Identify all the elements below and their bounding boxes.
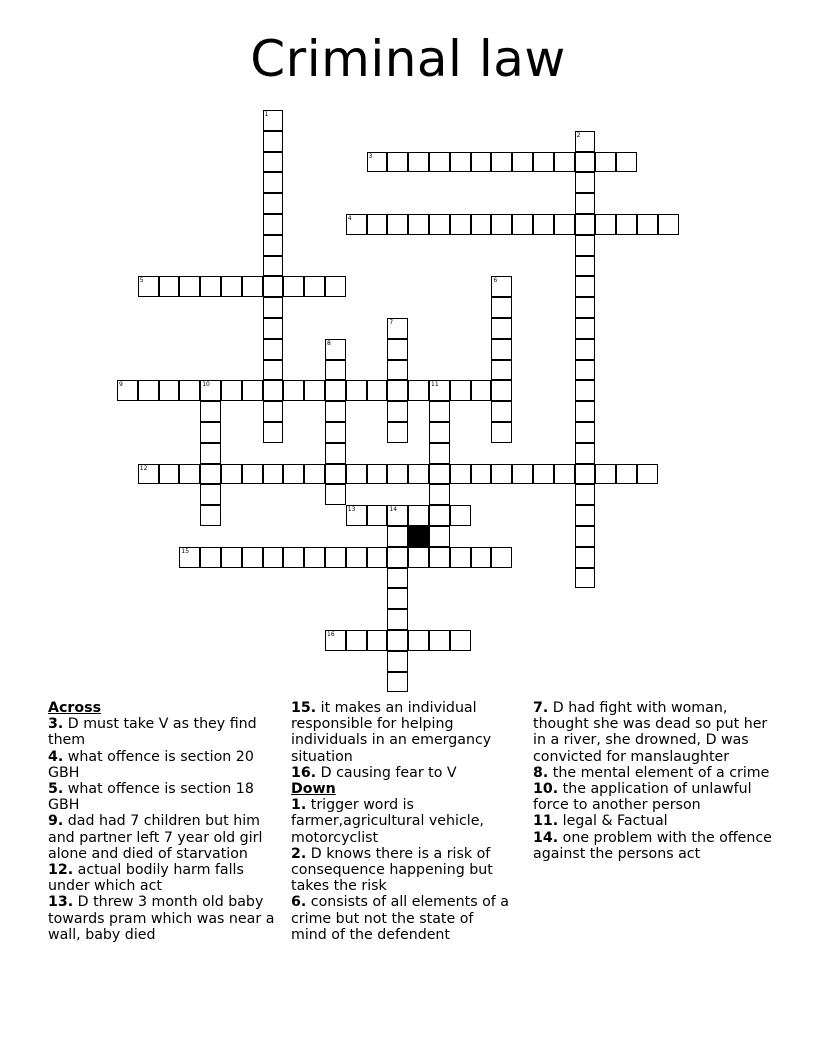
cell-number: 4 — [347, 215, 352, 222]
cell-number: 5 — [139, 277, 144, 285]
grid-cell[interactable] — [221, 464, 242, 485]
cell-number: 1 — [264, 111, 269, 118]
grid-cell[interactable] — [533, 214, 554, 235]
grid-cell[interactable] — [408, 380, 429, 401]
grid-cell[interactable] — [367, 547, 388, 568]
cell-number: 13 — [347, 506, 356, 514]
grid-cell[interactable] — [491, 214, 512, 235]
puzzle-title: Criminal law — [250, 30, 566, 88]
clue-number: 12. — [48, 862, 74, 879]
clue-text: consists of all elements of a crime but not the state of mind of the defendent — [291, 894, 509, 943]
across-clue-13 — [48, 894, 280, 943]
grid-cell[interactable] — [283, 464, 304, 485]
grid-cell[interactable] — [387, 672, 408, 693]
grid-cell[interactable] — [575, 568, 596, 589]
grid-cell[interactable] — [387, 526, 408, 547]
grid-cell[interactable] — [575, 318, 596, 339]
grid-cell[interactable] — [616, 152, 637, 173]
grid-cell[interactable] — [346, 214, 367, 235]
grid-cell[interactable] — [367, 380, 388, 401]
grid-cell[interactable] — [304, 547, 325, 568]
grid-cell[interactable] — [325, 401, 346, 422]
grid-cell[interactable] — [575, 256, 596, 277]
cell-number: 8 — [327, 339, 331, 347]
grid-cell[interactable] — [325, 360, 346, 381]
grid-cell[interactable] — [283, 380, 304, 401]
grid-cell[interactable] — [138, 380, 159, 401]
clue-number: 13. — [48, 894, 74, 911]
grid-cell[interactable] — [200, 422, 221, 443]
grid-cell[interactable] — [637, 214, 658, 235]
grid-cell[interactable] — [242, 547, 263, 568]
grid-cell[interactable] — [387, 214, 408, 235]
grid-cell[interactable] — [554, 464, 575, 485]
grid-cell[interactable] — [346, 380, 367, 401]
clue-text: trigger word is farmer,agricultural vehicle, motorcyclist — [291, 797, 484, 846]
grid-cell[interactable] — [263, 380, 284, 401]
cell-number: 7 — [389, 319, 394, 326]
grid-cell[interactable] — [471, 380, 492, 401]
clue-number: 16. — [291, 764, 317, 781]
grid-cell[interactable] — [263, 214, 284, 235]
cell-number: 3 — [368, 152, 373, 160]
grid-cell[interactable] — [533, 152, 554, 173]
grid-cell[interactable] — [387, 651, 408, 672]
clue-text: D knows there is a risk of consequence happening but takes the risk — [291, 845, 493, 895]
clue-number: 15. — [291, 700, 317, 716]
grid-cell[interactable] — [471, 464, 492, 485]
grid-cell[interactable] — [263, 193, 284, 214]
grid-cell[interactable] — [200, 464, 221, 485]
clues-column-2 — [291, 700, 511, 943]
down-clue-14 — [533, 830, 773, 862]
across-clue-3 — [48, 716, 280, 748]
grid-cell[interactable] — [575, 276, 596, 297]
grid-cell[interactable] — [575, 193, 596, 214]
grid-cell[interactable] — [263, 297, 284, 318]
grid-cell[interactable] — [200, 547, 221, 568]
grid-cell[interactable] — [221, 547, 242, 568]
across-heading: Across — [48, 700, 102, 716]
clue-number: 8. — [533, 764, 549, 781]
grid-cell[interactable] — [387, 422, 408, 443]
grid-cell[interactable] — [304, 464, 325, 485]
grid-cell[interactable] — [450, 505, 471, 526]
clue-text: D threw 3 month old baby towards pram which was near a wall, baby died — [48, 894, 275, 943]
grid-cell[interactable] — [325, 464, 346, 485]
cell-number: 9 — [119, 381, 123, 389]
clue-number: 11. — [533, 813, 559, 830]
cell-number: 12 — [139, 464, 148, 472]
grid-cell[interactable] — [325, 276, 346, 297]
grid-cell[interactable] — [325, 630, 346, 651]
cell-number: 6 — [493, 277, 498, 285]
grid-cell[interactable] — [429, 380, 450, 401]
grid-cell[interactable] — [429, 214, 450, 235]
grid-cell[interactable] — [387, 401, 408, 422]
grid-cell[interactable] — [346, 547, 367, 568]
grid-cell[interactable] — [221, 380, 242, 401]
grid-cell[interactable] — [616, 214, 637, 235]
grid-cell[interactable] — [200, 505, 221, 526]
grid-cell[interactable] — [637, 464, 658, 485]
grid-cell[interactable] — [491, 152, 512, 173]
grid-cell[interactable] — [471, 152, 492, 173]
grid-cell[interactable] — [429, 547, 450, 568]
grid-cell[interactable] — [387, 505, 408, 526]
grid-cell[interactable] — [533, 464, 554, 485]
grid-cell[interactable] — [429, 464, 450, 485]
grid-cell[interactable] — [367, 630, 388, 651]
grid-cell[interactable] — [367, 214, 388, 235]
grid-cell[interactable] — [575, 360, 596, 381]
grid-cell[interactable] — [263, 422, 284, 443]
grid-cell[interactable] — [408, 464, 429, 485]
down-clue-7 — [533, 700, 773, 765]
grid-cell[interactable] — [575, 505, 596, 526]
grid-cell[interactable] — [429, 422, 450, 443]
clue-text: D had fight with woman, thought she was dead so put her in a river, she drowned, D was convicted for manslaughter — [533, 700, 768, 765]
grid-cell[interactable] — [491, 547, 512, 568]
grid-cell[interactable] — [242, 380, 263, 401]
grid-cell[interactable] — [304, 276, 325, 297]
grid-cell[interactable] — [408, 214, 429, 235]
grid-cell[interactable] — [408, 630, 429, 651]
grid-cell[interactable] — [491, 380, 512, 401]
grid-cell[interactable] — [200, 401, 221, 422]
grid-cell[interactable] — [491, 401, 512, 422]
down-clue-2 — [291, 846, 511, 895]
clue-text: D causing fear to V — [316, 764, 457, 781]
clue-text: dad had 7 children but him and partner left 7 year old girl alone and died of starvation — [48, 813, 263, 862]
grid-cell[interactable] — [408, 547, 429, 568]
grid-cell[interactable] — [471, 214, 492, 235]
grid-cell[interactable] — [658, 214, 679, 235]
grid-cell[interactable] — [179, 464, 200, 485]
grid-cell[interactable] — [429, 505, 450, 526]
grid-block — [408, 526, 429, 547]
grid-cell[interactable] — [491, 339, 512, 360]
grid-cell[interactable] — [491, 318, 512, 339]
grid-cell[interactable] — [138, 276, 159, 297]
clue-number: 10. — [533, 781, 559, 798]
grid-cell[interactable] — [429, 152, 450, 173]
grid-cell[interactable] — [325, 443, 346, 464]
grid-cell[interactable] — [179, 276, 200, 297]
grid-cell[interactable] — [575, 401, 596, 422]
grid-cell[interactable] — [367, 464, 388, 485]
grid-cell[interactable] — [242, 276, 263, 297]
grid-cell[interactable] — [325, 484, 346, 505]
cell-number: 2 — [576, 131, 581, 139]
grid-cell[interactable] — [575, 235, 596, 256]
grid-cell[interactable] — [491, 276, 512, 297]
grid-cell[interactable] — [263, 110, 284, 131]
grid-cell[interactable] — [575, 464, 596, 485]
grid-cell[interactable] — [408, 152, 429, 173]
grid-cell[interactable] — [450, 547, 471, 568]
down-clue-1 — [291, 797, 511, 846]
grid-cell[interactable] — [387, 152, 408, 173]
grid-cell[interactable] — [200, 276, 221, 297]
grid-cell[interactable] — [387, 568, 408, 589]
grid-cell[interactable] — [242, 464, 263, 485]
grid-cell[interactable] — [429, 630, 450, 651]
cell-number: 14 — [389, 506, 398, 514]
grid-cell[interactable] — [429, 526, 450, 547]
grid-cell[interactable] — [491, 297, 512, 318]
grid-cell[interactable] — [387, 547, 408, 568]
grid-cell[interactable] — [325, 422, 346, 443]
grid-cell[interactable] — [263, 547, 284, 568]
grid-cell[interactable] — [512, 152, 533, 173]
grid-cell[interactable] — [221, 276, 242, 297]
grid-cell[interactable] — [159, 464, 180, 485]
grid-cell[interactable] — [491, 464, 512, 485]
clues-column-3 — [533, 700, 773, 862]
cell-number: 16 — [327, 631, 335, 638]
clue-text: the mental element of a crime — [548, 764, 770, 781]
grid-cell[interactable] — [575, 214, 596, 235]
grid-cell[interactable] — [512, 464, 533, 485]
grid-cell[interactable] — [575, 339, 596, 360]
clue-number: 1. — [291, 797, 307, 814]
across-clue-16 — [291, 765, 511, 781]
grid-cell[interactable] — [325, 339, 346, 360]
grid-cell[interactable] — [346, 464, 367, 485]
down-clue-8 — [533, 765, 773, 781]
across-clue-9 — [48, 813, 280, 862]
grid-cell[interactable] — [575, 152, 596, 173]
down-clue-10 — [533, 781, 773, 813]
grid-cell[interactable] — [387, 464, 408, 485]
grid-cell[interactable] — [450, 380, 471, 401]
grid-cell[interactable] — [283, 276, 304, 297]
clue-number: 2. — [291, 845, 307, 862]
grid-cell[interactable] — [263, 131, 284, 152]
grid-cell[interactable] — [367, 152, 388, 173]
grid-cell[interactable] — [595, 214, 616, 235]
clue-number: 7. — [533, 700, 549, 716]
across-clue-5 — [48, 781, 280, 813]
grid-cell[interactable] — [491, 422, 512, 443]
clue-number: 9. — [48, 813, 64, 830]
down-clue-6 — [291, 894, 511, 943]
grid-cell[interactable] — [263, 360, 284, 381]
grid-cell[interactable] — [346, 505, 367, 526]
clue-text: the application of unlawful force to another person — [533, 781, 752, 814]
grid-cell[interactable] — [200, 443, 221, 464]
grid-cell[interactable] — [263, 401, 284, 422]
grid-cell[interactable] — [179, 380, 200, 401]
clue-text: legal & Factual — [558, 813, 668, 830]
grid-cell[interactable] — [263, 172, 284, 193]
clues-column-1 — [48, 700, 280, 943]
clue-number: 6. — [291, 894, 307, 911]
clue-number: 14. — [533, 829, 559, 846]
clue-text: what offence is section 18 GBH — [48, 781, 254, 814]
grid-cell[interactable] — [387, 339, 408, 360]
grid-cell[interactable] — [117, 380, 138, 401]
grid-cell[interactable] — [429, 484, 450, 505]
grid-cell[interactable] — [263, 339, 284, 360]
grid-cell[interactable] — [429, 443, 450, 464]
grid-cell[interactable] — [575, 380, 596, 401]
grid-cell[interactable] — [263, 276, 284, 297]
grid-cell[interactable] — [263, 256, 284, 277]
grid-cell[interactable] — [575, 297, 596, 318]
grid-cell[interactable] — [346, 630, 367, 651]
grid-cell[interactable] — [450, 464, 471, 485]
grid-cell[interactable] — [575, 172, 596, 193]
grid-cell[interactable] — [304, 380, 325, 401]
clue-text: one problem with the offence against the persons act — [533, 829, 772, 862]
grid-cell[interactable] — [491, 360, 512, 381]
across-clue-12 — [48, 862, 280, 894]
clue-number: 5. — [48, 781, 64, 798]
clue-text: D must take V as they find them — [48, 716, 257, 749]
grid-cell[interactable] — [200, 380, 221, 401]
grid-cell[interactable] — [179, 547, 200, 568]
grid-cell[interactable] — [616, 464, 637, 485]
grid-cell[interactable] — [325, 380, 346, 401]
grid-cell[interactable] — [263, 152, 284, 173]
grid-cell[interactable] — [387, 360, 408, 381]
grid-cell[interactable] — [575, 422, 596, 443]
grid-cell[interactable] — [387, 318, 408, 339]
clue-text: it makes an individual responsible for helping individuals in an emergancy situation — [291, 700, 492, 765]
cell-number: 10 — [202, 381, 210, 389]
grid-cell[interactable] — [159, 276, 180, 297]
cell-number: 15 — [181, 547, 190, 555]
clue-number: 4. — [48, 748, 64, 765]
grid-cell[interactable] — [575, 443, 596, 464]
clue-number: 3. — [48, 716, 64, 733]
grid-cell[interactable] — [138, 464, 159, 485]
grid-cell[interactable] — [575, 526, 596, 547]
grid-cell[interactable] — [387, 380, 408, 401]
grid-cell[interactable] — [554, 214, 575, 235]
grid-cell[interactable] — [512, 214, 533, 235]
grid-cell[interactable] — [200, 484, 221, 505]
down-clue-11 — [533, 813, 773, 829]
grid-cell[interactable] — [575, 131, 596, 152]
across-clue-4 — [48, 749, 280, 781]
grid-cell[interactable] — [575, 484, 596, 505]
grid-cell[interactable] — [387, 588, 408, 609]
grid-cell[interactable] — [554, 152, 575, 173]
grid-cell[interactable] — [283, 547, 304, 568]
down-heading: Down — [291, 781, 336, 798]
grid-cell[interactable] — [450, 214, 471, 235]
grid-cell[interactable] — [450, 152, 471, 173]
grid-cell[interactable] — [263, 318, 284, 339]
clue-text: actual bodily harm falls under which act — [48, 862, 244, 895]
grid-cell[interactable] — [263, 235, 284, 256]
grid-cell[interactable] — [387, 609, 408, 630]
grid-cell[interactable] — [367, 505, 388, 526]
grid-cell[interactable] — [595, 464, 616, 485]
grid-cell[interactable] — [159, 380, 180, 401]
grid-cell[interactable] — [263, 464, 284, 485]
grid-cell[interactable] — [575, 547, 596, 568]
grid-cell[interactable] — [595, 152, 616, 173]
grid-cell[interactable] — [429, 401, 450, 422]
across-clue-15 — [291, 700, 511, 765]
grid-cell[interactable] — [450, 630, 471, 651]
grid-cell[interactable] — [408, 505, 429, 526]
grid-cell[interactable] — [471, 547, 492, 568]
cell-number: 11 — [431, 381, 439, 389]
clue-text: what offence is section 20 GBH — [48, 748, 254, 781]
grid-cell[interactable] — [387, 630, 408, 651]
grid-cell[interactable] — [325, 547, 346, 568]
